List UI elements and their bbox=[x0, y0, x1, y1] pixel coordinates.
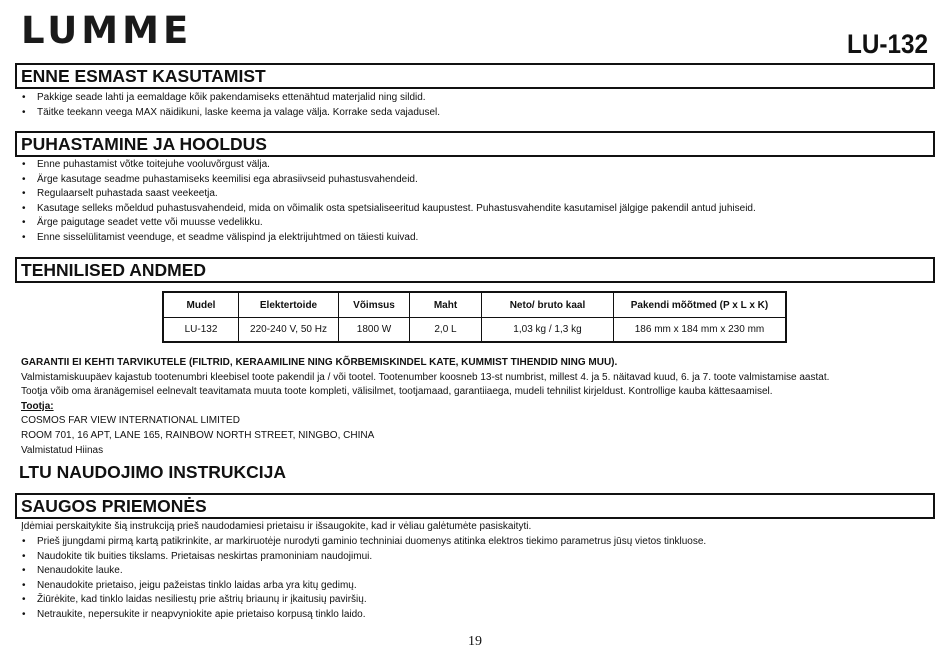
list-item: • Nenaudokite lauke. bbox=[19, 564, 706, 579]
manufacture-date-note: Valmistamiskuupäev kajastub tootenumbri kleebisel toote pakendil ja / või tootel. Tootenumber koosneb 13-st numbrist, millest 4. ja 5. näitavad kuud, 6. ja 7. toote valmistamise aastat. bbox=[21, 371, 830, 383]
lithuanian-title: LTU NAUDOJIMO INSTRUKCIJA bbox=[19, 462, 287, 482]
manufacturer-address: ROOM 701, 16 APT, LANE 165, RAINBOW NORTH STREET, NINGBO, CHINA bbox=[21, 429, 375, 441]
table-header-cell: Pakendi mõõtmed (P x L x K) bbox=[614, 292, 787, 318]
table-cell: LU-132 bbox=[163, 318, 239, 343]
table-header-cell: Neto/ bruto kaal bbox=[482, 292, 614, 318]
brand-logo: LUMME bbox=[21, 9, 193, 52]
list-item: • Enne puhastamist võtke toitejuhe vooluvõrgust välja. bbox=[19, 158, 756, 173]
manufacturer-name: COSMOS FAR VIEW INTERNATIONAL LIMITED bbox=[21, 415, 240, 427]
page-number: 19 bbox=[468, 634, 482, 649]
table-cell: 186 mm x 184 mm x 230 mm bbox=[614, 318, 787, 343]
list-item: • Ärge paigutage seadet vette või muusse vedelikku. bbox=[19, 216, 756, 231]
list-item: • Ärge kasutage seadme puhastamiseks keemilisi ega abrasiivseid puhastusvahendeid. bbox=[19, 173, 756, 188]
table-header-cell: Elektertoide bbox=[239, 292, 339, 318]
list-item: • Kasutage selleks mõeldud puhastusvahendeid, mida on võimalik osta spetsialiseeritud kaupustest. Puhastusvahendite kasutamisel jälgige pakendil antud juhiseid. bbox=[19, 202, 756, 217]
list-item: • Netraukite, nepersukite ir neapvyniokite apie prietaiso korpusą tinklo laido. bbox=[19, 608, 706, 623]
made-in: Valmistatud Hiinas bbox=[21, 444, 104, 456]
table-row bbox=[163, 318, 786, 343]
spec-table bbox=[162, 291, 787, 343]
table-header-cell: Võimsus bbox=[339, 292, 410, 318]
list-item: • Naudokite tik buities tikslams. Prietaisas neskirtas pramoniniam naudojimui. bbox=[19, 550, 706, 565]
table-cell: 2,0 L bbox=[410, 318, 482, 343]
manufacturer-change-note: Tootja võib oma äranägemisel eelnevalt teavitamata muuta toote kompleti, välisilmet, tootjamaad, garantiiaega, mudeli tehnilist kirjeldust. Kontrollige kauba kättesaamisel. bbox=[21, 386, 773, 398]
manufacturer-label: Tootja: bbox=[21, 400, 54, 412]
model-number: LU-132 bbox=[846, 29, 928, 59]
list-item: • Pakkige seade lahti ja eemaldage kõik pakendamiseks ettenähtud materjalid ning sildid. bbox=[19, 91, 440, 106]
cleaning-list bbox=[19, 158, 756, 246]
section-heading-safety: SAUGOS PRIEMONĖS bbox=[15, 493, 935, 519]
section-heading-first-use: ENNE ESMAST KASUTAMIST bbox=[15, 63, 935, 89]
table-cell: 1800 W bbox=[339, 318, 410, 343]
list-item: • Prieš įjungdami pirmą kartą patikrinkite, ar markiruotėje nurodyti gaminio techniniai duomenys atitinka elektros tiekimo parametrus jūsų vietos tinkluose. bbox=[19, 535, 706, 550]
list-item: • Regulaarselt puhastada saast veekeetja. bbox=[19, 187, 756, 202]
table-header-cell: Mudel bbox=[163, 292, 239, 318]
info-block bbox=[21, 356, 829, 458]
table-header-cell: Maht bbox=[410, 292, 482, 318]
section-heading-cleaning: PUHASTAMINE JA HOOLDUS bbox=[15, 131, 935, 157]
list-item: • Enne sisselülitamist veenduge, et seadme välispind ja elektrijuhtmed on täiesti kuivad. bbox=[19, 231, 756, 246]
safety-intro: Įdėmiai perskaitykite šią instrukciją prieš naudodamiesi prietaisu ir išsaugokite, kad ir vėliau galėtumėte pasiskaityti. bbox=[21, 521, 532, 532]
section-heading-tech-data: TEHNILISED ANDMED bbox=[15, 257, 935, 283]
table-cell: 220-240 V, 50 Hz bbox=[239, 318, 339, 343]
first-use-list bbox=[19, 91, 440, 120]
table-header-row bbox=[163, 292, 786, 318]
safety-list bbox=[19, 535, 706, 623]
list-item: • Žiūrėkite, kad tinklo laidas nesiliestų prie aštrių briaunų ir įkaitusių paviršių. bbox=[19, 593, 706, 608]
list-item: • Täitke teekann veega MAX näidikuni, laske keema ja valage välja. Korrake seda vajadusel. bbox=[19, 106, 440, 121]
guarantee-note: GARANTII EI KEHTI TARVIKUTELE (FILTRID, KERAAMILINE NING KÕRBEMISKINDEL KATE, KUMMIST TIHENDID NING MUU). bbox=[21, 357, 618, 368]
list-item: • Nenaudokite prietaiso, jeigu pažeistas tinklo laidas arba yra kitų gedimų. bbox=[19, 579, 706, 594]
table-cell: 1,03 kg / 1,3 kg bbox=[482, 318, 614, 343]
